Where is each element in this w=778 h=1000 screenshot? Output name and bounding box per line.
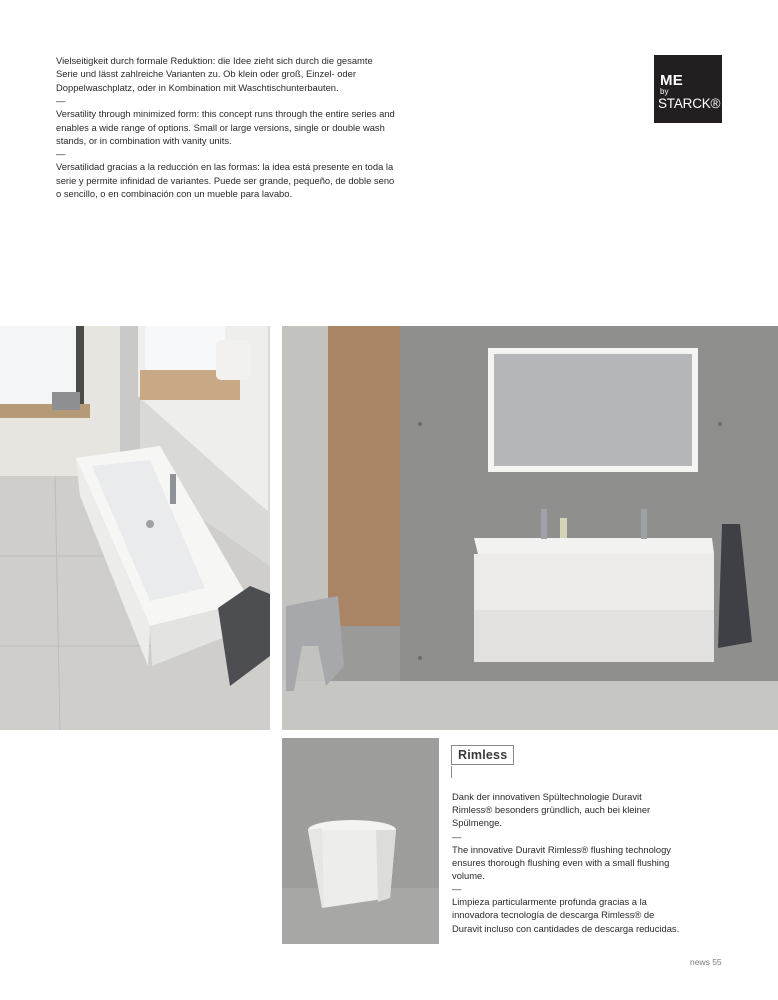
rimless-spanish: Limpieza particularmente profunda gracias a la innovadora tecnología de descarga Rimless® de Duravit incluso con cantidades de descarga reducidas. (452, 896, 680, 934)
photo-rimless-toilet (282, 738, 439, 944)
intro-spanish: Versatilidad gracias a la reducción en las formas: la idea está presente en toda la serie y permite infinidad de variantes. Puede ser grande, pequeño, de doble seno o sencillo, o en combinación con un mueble para lavabo. (56, 161, 395, 200)
rimless-english: The innovative Duravit Rimless® flushing technology ensures thorough flushing even with a small flushing volume. (452, 843, 671, 882)
badge-tail (451, 766, 452, 778)
intro-english: Versatility through minimized form: this concept runs through the entire series and enables a wide range of options. Small or large versions, single or double wash stands, or in combination with vanity units. (56, 108, 395, 147)
photo-double-vanity-mirror (282, 326, 778, 730)
separator-dash: — (452, 883, 462, 895)
separator-dash: — (56, 95, 66, 107)
intro-german: Vielseitigkeit durch formale Reduktion: die Idee zieht sich durch die gesamte Serie und lässt zahlreiche Varianten zu. Ob klein oder groß, Einzel- oder Doppelwaschplatz, oder in Kombination mit Waschtischunterbauten. (56, 55, 373, 93)
rimless-text-block (452, 790, 682, 935)
page-number: news 55 (690, 957, 722, 967)
me-by-starck-logo (654, 55, 722, 123)
intro-text-block (56, 54, 396, 201)
logo-by: by (660, 87, 669, 96)
separator-dash: — (56, 148, 66, 160)
logo-starck: STARCK® (658, 96, 721, 111)
separator-dash: — (452, 830, 462, 842)
photo-long-washbasin (0, 326, 270, 730)
logo-me: ME (660, 72, 684, 89)
rimless-german: Dank der innovativen Spültechnologie Duravit Rimless® besonders gründlich, auch bei kleiner Spülmenge. (452, 791, 651, 829)
rimless-badge: Rimless (451, 745, 514, 765)
